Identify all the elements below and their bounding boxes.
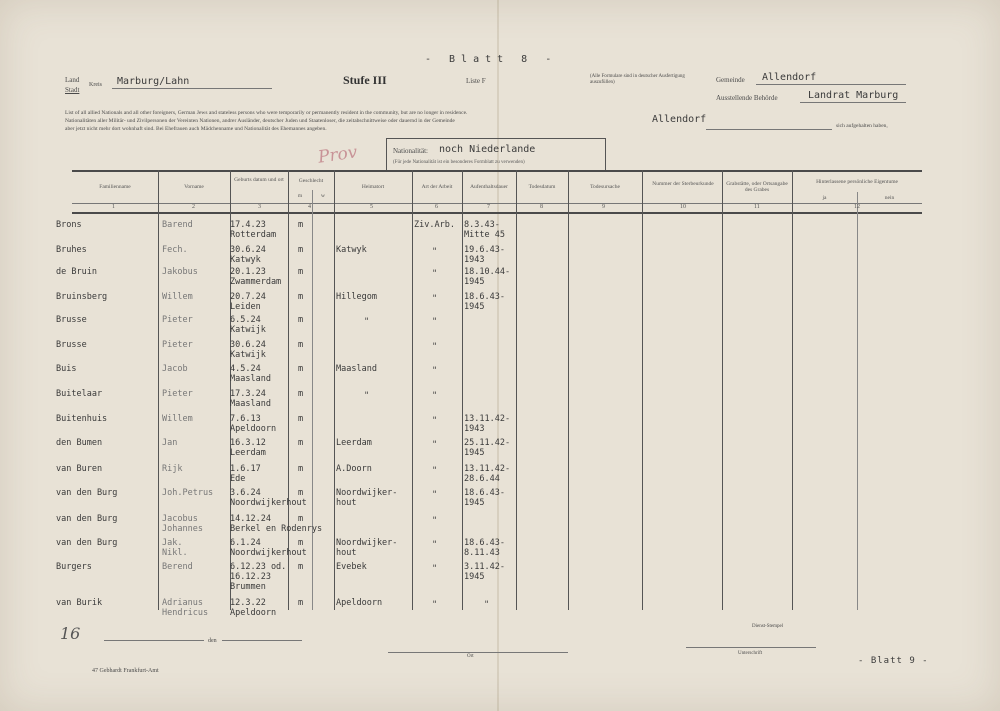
cell-stay: 18.6.43- 8.11.43	[464, 538, 505, 558]
cell-birth: 6.12.23 od. 16.12.23 Brummen	[230, 562, 287, 592]
cell-home: Evebek	[336, 562, 367, 572]
col-header-grave: Grabstätte, oder Ortsangabe des Grabes	[726, 181, 788, 193]
cell-surname: de Bruin	[56, 267, 97, 277]
cell-sex: m	[298, 220, 304, 230]
cell-home: "	[364, 317, 370, 327]
col-num-10: 10	[680, 204, 686, 210]
den-label: den	[208, 638, 217, 644]
cell-birth: 20.7.24 Leiden	[230, 292, 266, 312]
cell-given: Willem	[162, 292, 193, 302]
cell-work: "	[432, 317, 438, 327]
col-num-8: 8	[540, 204, 543, 210]
place-value: Allendorf	[652, 114, 707, 125]
cell-work: "	[432, 247, 438, 257]
intro-english: List of all allied Nationals and all other foreigners, German Jews and stateless persons who were temporarily or permanently resident in the community, but are no longer in residence.	[65, 110, 468, 116]
cell-birth: 4.5.24 Maasland	[230, 364, 271, 384]
nationality-label: Nationalität:	[393, 147, 428, 155]
col-divider-4	[334, 170, 335, 610]
register-table	[56, 170, 922, 620]
cell-given: Pieter	[162, 340, 193, 350]
cell-given: Jacobus Johannes	[162, 514, 203, 534]
cell-home: Maasland	[336, 364, 377, 374]
cell-work: "	[432, 564, 438, 574]
cell-sex: m	[298, 414, 304, 424]
col-divider-11	[792, 170, 793, 610]
col-divider-6	[462, 170, 463, 610]
behoerde-underline	[800, 102, 906, 103]
cell-sex: m	[298, 438, 304, 448]
cell-given: Rijk	[162, 464, 183, 474]
kreis-underline	[112, 88, 272, 89]
stufe-title: Stufe III	[343, 73, 387, 87]
col-num-2: 2	[192, 204, 195, 210]
cell-given: Willem	[162, 414, 193, 424]
cell-given: Pieter	[162, 315, 193, 325]
cell-home: Noordwijker- hout	[336, 538, 398, 558]
cell-work: "	[432, 440, 438, 450]
cell-home: Noordwijker- hout	[336, 488, 398, 508]
cell-surname: Brons	[56, 220, 82, 230]
col-divider-9	[642, 170, 643, 610]
cell-surname: Burgers	[56, 562, 92, 572]
nationality-sub: (Für jede Nationalität ist ein besonderes Formblatt zu verwenden)	[393, 160, 525, 165]
cell-home: Hillegom	[336, 292, 377, 302]
gemeinde-value: Allendorf	[762, 72, 817, 83]
cell-sex: m	[298, 315, 304, 325]
ort-label: Ort	[467, 654, 474, 659]
date-line	[222, 640, 302, 641]
cell-sex: m	[298, 488, 304, 498]
cell-stay: 25.11.42- 1945	[464, 438, 511, 458]
col-header-given: Vorname	[184, 184, 204, 190]
cell-birth: 6.5.24 Katwijk	[230, 315, 266, 335]
cell-sex: m	[298, 464, 304, 474]
land-label: Land	[65, 76, 80, 84]
cell-given: Jan	[162, 438, 178, 448]
cell-sex: m	[298, 292, 304, 302]
col-header-sex-w: w	[321, 193, 325, 199]
sheet-number-bottom: - Blatt 9 -	[858, 656, 929, 666]
col-divider-10	[722, 170, 723, 610]
cell-sex: m	[298, 538, 304, 548]
col-header-home: Heimatort	[361, 184, 385, 190]
cell-given: Jacob	[162, 364, 188, 374]
cell-surname: Buis	[56, 364, 77, 374]
cell-birth: 17.3.24 Maasland	[230, 389, 271, 409]
cell-given: Jak. Nikl.	[162, 538, 188, 558]
cell-surname: van den Burg	[56, 538, 118, 548]
cell-stay: "	[484, 600, 490, 610]
gemeinde-label: Gemeinde	[716, 76, 745, 84]
cell-surname: van den Burg	[56, 488, 118, 498]
nationality-value: noch Niederlande	[439, 144, 536, 155]
stamp-label: Dienst-Stempel	[752, 624, 784, 629]
cell-work: "	[432, 391, 438, 401]
cell-stay: 18.10.44- 1945	[464, 267, 511, 287]
cell-home: A.Doorn	[336, 464, 372, 474]
gemeinde-underline	[756, 84, 906, 85]
cell-birth: 20.1.23 Zwammerdam	[230, 267, 282, 287]
col-header-sex: Geschlecht	[298, 178, 324, 184]
cell-surname: van Buren	[56, 464, 103, 474]
col-divider-8	[568, 170, 569, 610]
col-header-effects-yes: ja	[822, 195, 827, 201]
cell-surname: van den Burg	[56, 514, 118, 524]
col-num-11: 11	[754, 204, 760, 210]
cell-stay: 18.6.43- 1945	[464, 488, 505, 508]
residence-hint: sich aufgehalten haben,	[836, 123, 888, 129]
cell-stay: 8.3.43- Mitte 45	[464, 220, 505, 240]
cell-stay: 13.11.42- 1943	[464, 414, 511, 434]
cell-given: Jakobus	[162, 267, 198, 277]
cell-sex: m	[298, 562, 304, 572]
col-num-3: 3	[258, 204, 261, 210]
col-header-surname: Familienname	[99, 184, 131, 190]
cell-stay: 13.11.42- 28.6.44	[464, 464, 511, 484]
col-num-12: 12	[854, 204, 860, 210]
signature-line	[686, 647, 816, 648]
cell-stay: 19.6.43- 1943	[464, 245, 505, 265]
cell-sex: m	[298, 514, 304, 524]
sheet-number-top: - Blatt 8 -	[425, 54, 558, 65]
cell-work: "	[432, 516, 438, 526]
cell-work: "	[432, 540, 438, 550]
signature-label: Unterschrift	[738, 651, 763, 656]
nationality-box	[386, 138, 606, 171]
cell-given: Fech.	[162, 245, 188, 255]
cell-work: "	[432, 342, 438, 352]
table-body-rule	[72, 212, 922, 214]
table-top-rule	[72, 170, 922, 172]
behoerde-value: Landrat Marburg	[808, 90, 899, 101]
intro-german-2: aber jetzt nicht mehr dort wohnhaft sind. Bei Ehefrauen auch Mädchenname und Nationalität des Ehemannes angeben.	[65, 126, 327, 132]
place-line	[104, 640, 204, 641]
cell-home: Katwyk	[336, 245, 367, 255]
cell-work: "	[432, 269, 438, 279]
handwritten-number: 16	[60, 624, 81, 643]
cell-work: "	[432, 294, 438, 304]
col-divider-4a	[312, 190, 313, 610]
cell-sex: m	[298, 364, 304, 374]
cell-surname: Bruhes	[56, 245, 87, 255]
cell-work: "	[432, 490, 438, 500]
ort-line	[388, 652, 568, 653]
cell-work: "	[432, 416, 438, 426]
cell-birth: 3.6.24 Noordwijkerhout	[230, 488, 307, 508]
cell-given: Joh.Petrus	[162, 488, 214, 498]
cell-given: Berend	[162, 562, 193, 572]
cell-birth: 7.6.13 Apeldoorn	[230, 414, 277, 434]
kreis-label: Kreis	[89, 82, 102, 88]
cell-sex: m	[298, 389, 304, 399]
col-num-6: 6	[435, 204, 438, 210]
cell-surname: van Burik	[56, 598, 103, 608]
col-num-5: 5	[370, 204, 373, 210]
cell-birth: 17.4.23 Rotterdam	[230, 220, 277, 240]
col-header-stay: Aufenthaltsdauer	[470, 184, 508, 190]
col-num-1: 1	[112, 204, 115, 210]
cell-home: "	[364, 391, 370, 401]
cell-birth: 16.3.12 Leerdam	[230, 438, 266, 458]
cell-surname: Buitenhuis	[56, 414, 108, 424]
cell-home: Apeldoorn	[336, 598, 383, 608]
cell-home: Leerdam	[336, 438, 372, 448]
cell-work: "	[432, 466, 438, 476]
col-header-effects: Hinterlassene persönliche Eigentume	[816, 179, 898, 185]
col-header-birth: Geburts datum und ort	[234, 177, 284, 183]
cell-birth: 1.6.17 Ede	[230, 464, 261, 484]
col-num-7: 7	[487, 204, 490, 210]
cell-stay: 3.11.42- 1945	[464, 562, 505, 582]
handwritten-stamp: Prov	[316, 142, 359, 168]
printer-imprint: 47 Gebhardt Frankfurt-Amt	[92, 668, 159, 674]
cell-given: Adrianus Hendricus	[162, 598, 209, 618]
cell-birth: 30.6.24 Katwyk	[230, 245, 266, 265]
col-header-death-date: Todesdatum	[528, 184, 556, 190]
col-num-4: 4	[308, 204, 311, 210]
cell-surname: den Bumen	[56, 438, 103, 448]
cell-sex: m	[298, 245, 304, 255]
stadt-label: Stadt	[65, 86, 80, 94]
cell-birth: 30.6.24 Katwijk	[230, 340, 266, 360]
col-divider-5	[412, 170, 413, 610]
cell-work: "	[432, 600, 438, 610]
col-num-9: 9	[602, 204, 605, 210]
col-header-death-cause: Todesursache	[590, 184, 620, 190]
cell-sex: m	[298, 267, 304, 277]
form-hint: (Alle Formulare sind in deutscher Ausfertigung auszufüllen)	[590, 74, 685, 85]
cell-surname: Bruinsberg	[56, 292, 108, 302]
cell-given: Pieter	[162, 389, 193, 399]
table-header-rule	[72, 203, 922, 204]
cell-work: Ziv.Arb.	[414, 220, 455, 230]
cell-birth: 6.1.24 Noordwijkerhout	[230, 538, 307, 558]
intro-german: Nationalitäten aller Militär- und Zivilpersonen der Vereinten Nationen, andrer Ausländer, deutscher Juden und Staatenloser, die zeitabschnittweise oder dauernd in der Gemeinde	[65, 118, 455, 124]
cell-sex: m	[298, 598, 304, 608]
col-divider-12a	[857, 192, 858, 610]
behoerde-label: Ausstellende Behörde	[716, 94, 778, 102]
cell-work: "	[432, 366, 438, 376]
cell-surname: Brusse	[56, 340, 87, 350]
kreis-value: Marburg/Lahn	[117, 76, 190, 87]
cell-birth: 12.3.22 Apeldoorn	[230, 598, 277, 618]
col-divider-1	[158, 170, 159, 610]
col-header-work: Art der Arbeit	[421, 184, 453, 190]
col-divider-7	[516, 170, 517, 610]
cell-birth: 14.12.24 Berkel en Rodenrys	[230, 514, 323, 534]
place-underline	[706, 129, 832, 130]
cell-sex: m	[298, 340, 304, 350]
col-header-certificate: Nummer der Sterbeurkunde	[652, 181, 714, 187]
cell-surname: Buitelaar	[56, 389, 103, 399]
col-header-effects-no: nein	[884, 195, 895, 201]
cell-given: Barend	[162, 220, 193, 230]
liste-label: Liste F	[466, 77, 486, 85]
col-header-sex-m: m	[297, 193, 303, 199]
cell-stay: 18.6.43- 1945	[464, 292, 505, 312]
cell-surname: Brusse	[56, 315, 87, 325]
